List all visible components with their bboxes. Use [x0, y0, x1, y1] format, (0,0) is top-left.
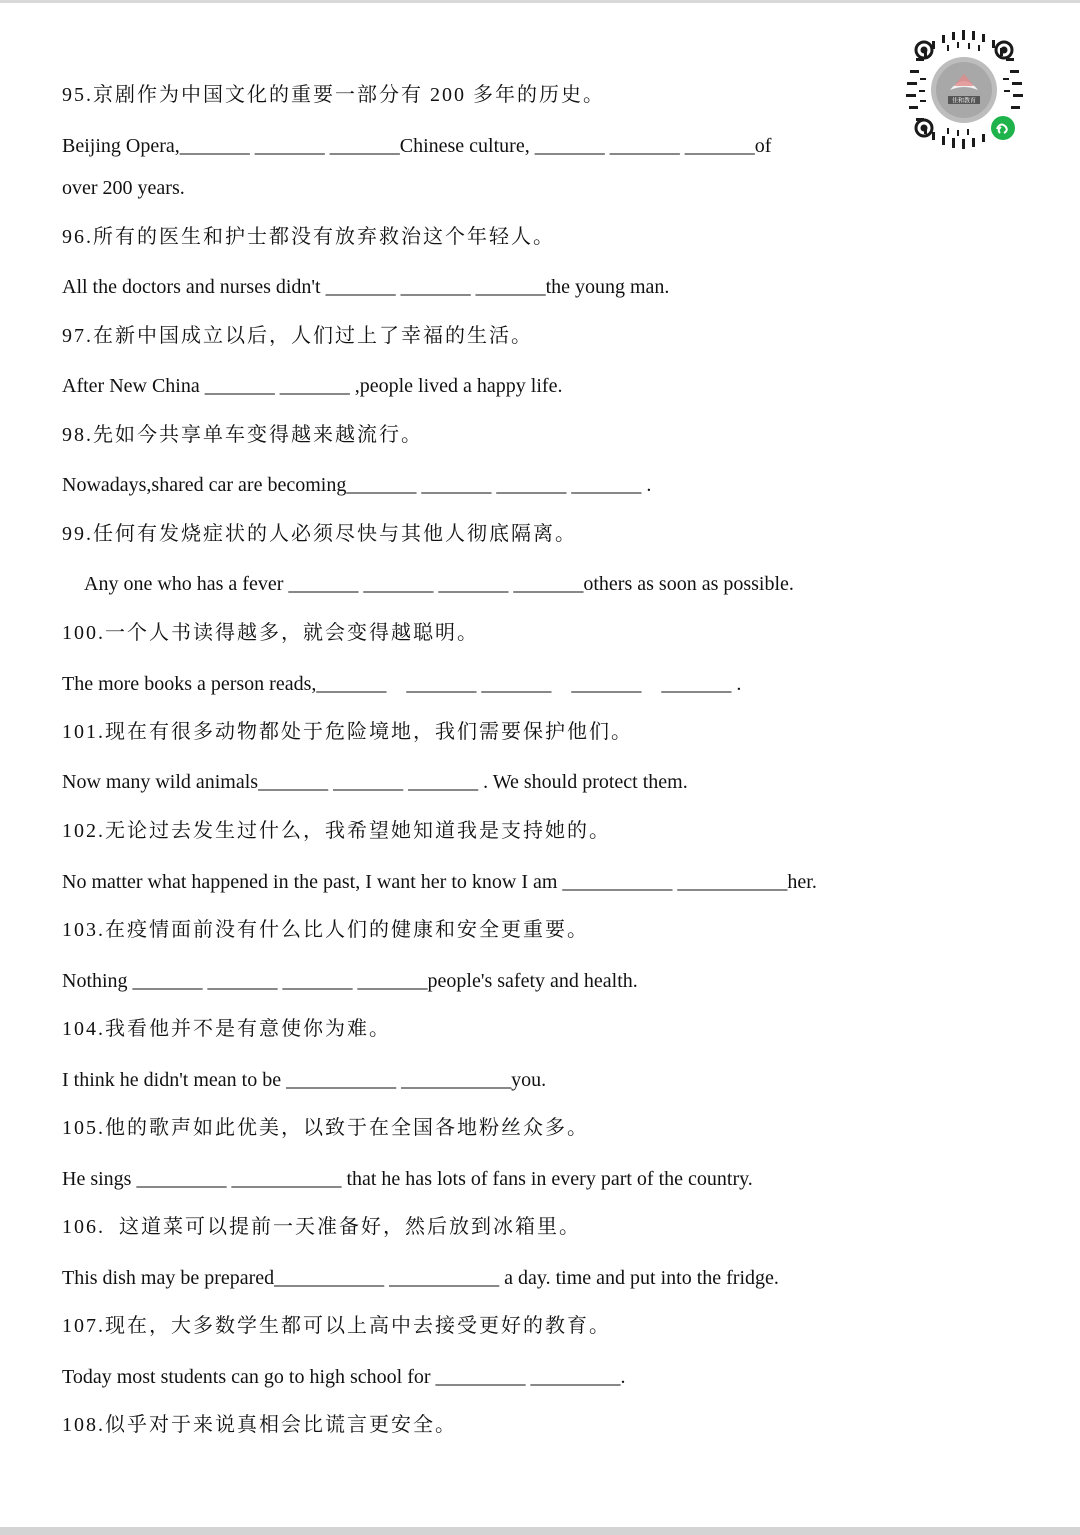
- question-103-prompt: 103.在疫情面前没有什么比人们的健康和安全更重要。: [62, 919, 589, 941]
- question-99-prompt: 99.任何有发烧症状的人必须尽快与其他人彻底隔离。: [62, 523, 577, 545]
- question-108-prompt: 108.似乎对于来说真相会比谎言更安全。: [62, 1414, 457, 1436]
- question-106-prompt: 106. 这道菜可以提前一天准备好，然后放到冰箱里。: [62, 1216, 581, 1238]
- question-96-prompt: 96.所有的医生和护士都没有放弃救治这个年轻人。: [62, 226, 555, 248]
- question-104-prompt: 104.我看他并不是有意使你为难。: [62, 1018, 391, 1040]
- mini-program-qr-code: [902, 28, 1028, 154]
- question-106-sentence: This dish may be prepared___________ ___________ a day. time and put into the fridge.: [62, 1267, 779, 1289]
- question-102-sentence: No matter what happened in the past, I want her to know I am ___________ ___________her.: [62, 871, 817, 893]
- question-96-sentence: All the doctors and nurses didn't _______ _______ _______the young man.: [62, 276, 670, 298]
- question-105-sentence: He sings _________ ___________ that he has lots of fans in every part of the country.: [62, 1168, 753, 1190]
- page-bottom-border: [0, 1527, 1080, 1535]
- question-103-sentence: Nothing _______ _______ _______ _______people's safety and health.: [62, 970, 638, 992]
- question-107-prompt: 107.现在，大多数学生都可以上高中去接受更好的教育。: [62, 1315, 611, 1337]
- question-101-sentence: Now many wild animals_______ _______ _______ . We should protect them.: [62, 771, 688, 793]
- question-107-sentence: Today most students can go to high school for _________ _________.: [62, 1366, 626, 1388]
- page-top-border: [0, 0, 1080, 3]
- question-101-prompt: 101.现在有很多动物都处于危险境地，我们需要保护他们。: [62, 721, 633, 743]
- question-97-prompt: 97.在新中国成立以后，人们过上了幸福的生活。: [62, 325, 533, 347]
- question-95-sentence: Beijing Opera,_______ _______ _______Chinese culture, _______ _______ _______of: [62, 135, 772, 157]
- question-100-prompt: 100.一个人书读得越多，就会变得越聪明。: [62, 622, 479, 644]
- qr-brand-text: 佳和教育: [951, 97, 977, 105]
- question-99-sentence: Any one who has a fever _______ _______ _______ _______others as soon as possible.: [84, 573, 794, 595]
- question-102-prompt: 102.无论过去发生过什么，我希望她知道我是支持她的。: [62, 820, 611, 842]
- question-104-sentence: I think he didn't mean to be ___________ ___________you.: [62, 1069, 547, 1091]
- question-98-prompt: 98.先如今共享单车变得越来越流行。: [62, 424, 423, 446]
- question-95-prompt: 95.京剧作为中国文化的重要一部分有 200 多年的历史。: [62, 84, 605, 106]
- question-97-sentence: After New China _______ _______ ,people lived a happy life.: [62, 375, 563, 397]
- question-100-sentence: The more books a person reads,_______ _______ _______ _______ _______ .: [62, 673, 742, 695]
- question-98-sentence: Nowadays,shared car are becoming_______ _______ _______ _______ .: [62, 474, 652, 496]
- question-105-prompt: 105.他的歌声如此优美，以致于在全国各地粉丝众多。: [62, 1117, 589, 1139]
- question-95-sentence-continued: over 200 years.: [62, 177, 185, 199]
